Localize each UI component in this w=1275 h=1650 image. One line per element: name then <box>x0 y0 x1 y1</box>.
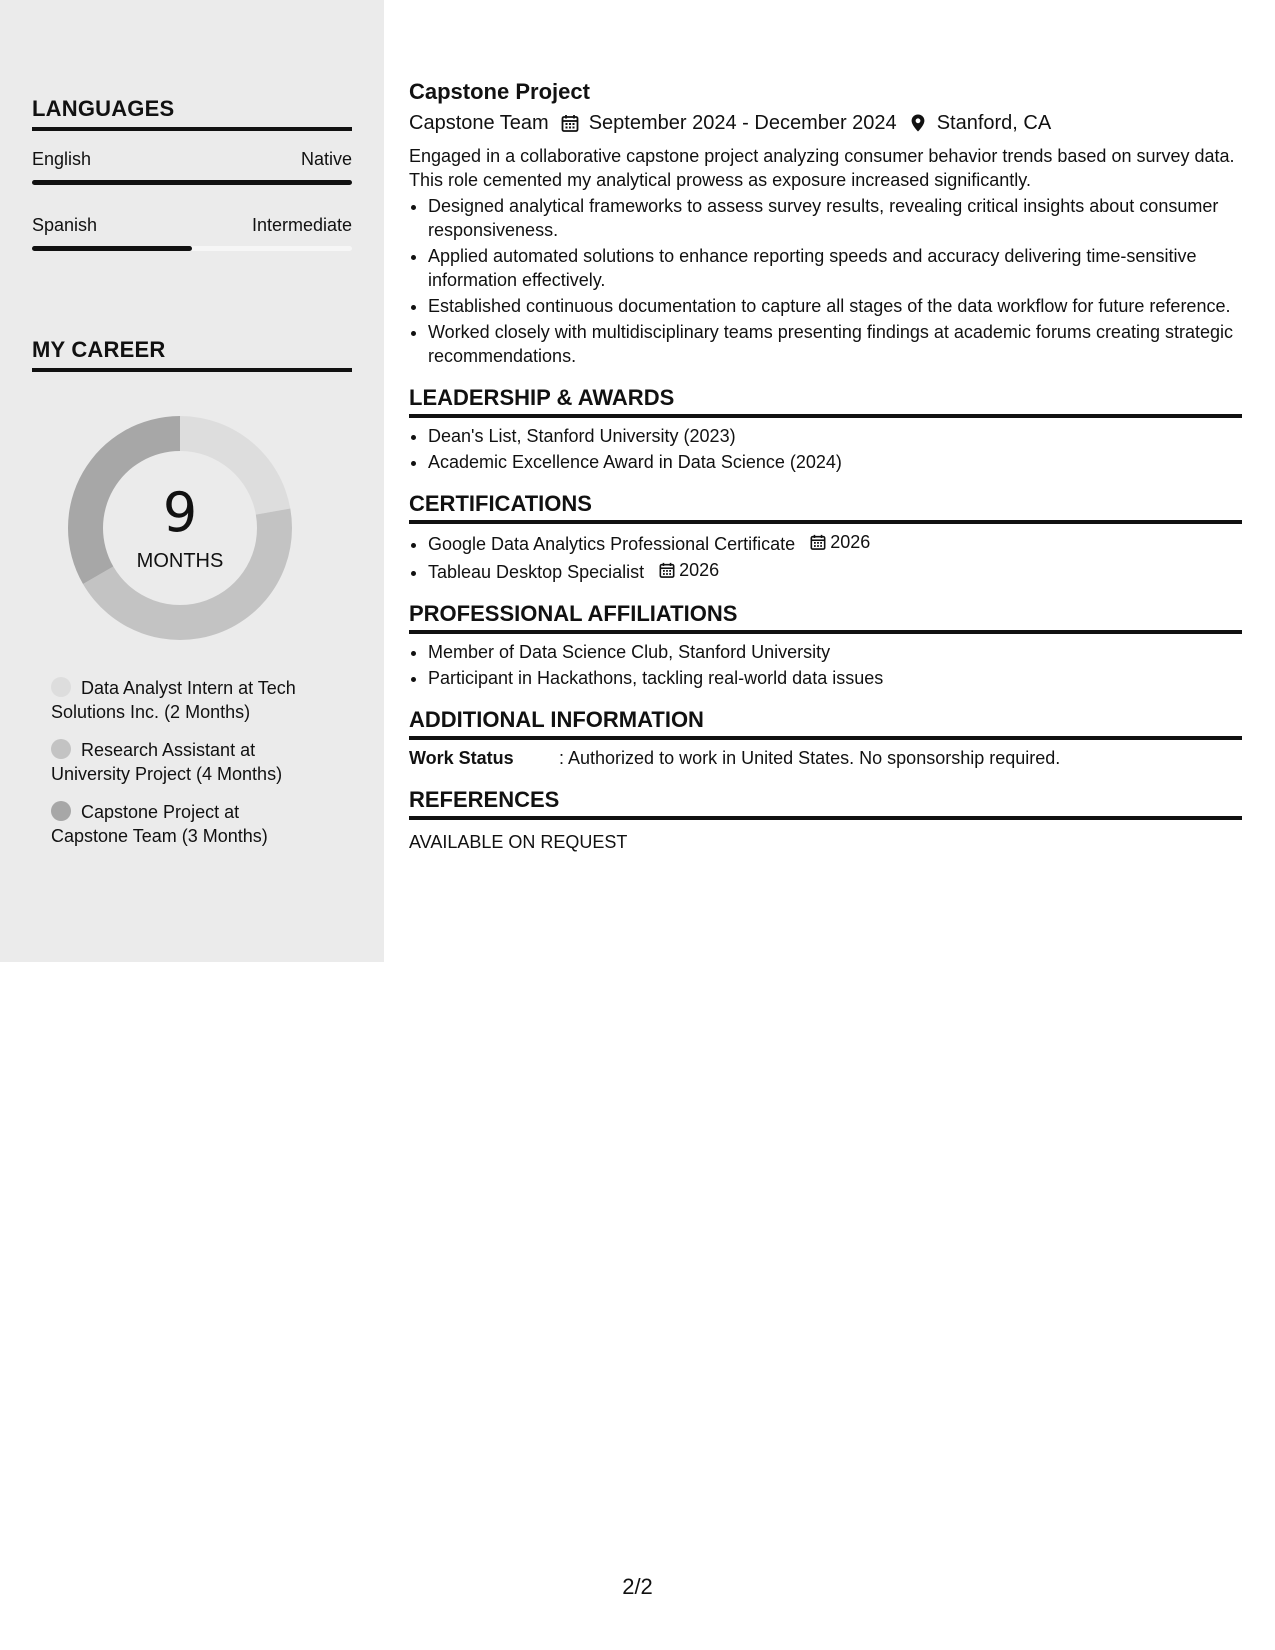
affiliations-list <box>409 640 1242 690</box>
career-legend-label: Research Assistant at University Project (4 Months) <box>51 740 283 784</box>
list-item: • Designed analytical frameworks to assess survey results, revealing critical insights about consumer responsiveness. <box>428 194 1242 242</box>
references-heading: REFERENCES <box>409 786 1242 820</box>
certification-year: 2026 <box>679 560 720 580</box>
main-content <box>409 78 1242 854</box>
work-status-label: Work Status <box>409 748 514 768</box>
additional-info-heading: ADDITIONAL INFORMATION <box>409 706 1242 740</box>
certification-name: Tableau Desktop Specialist <box>428 562 645 582</box>
affiliations-heading: PROFESSIONAL AFFILIATIONS <box>409 600 1242 634</box>
job-bullets <box>409 194 1242 368</box>
job-location: Stanford, CA <box>936 112 1052 134</box>
job-title: Capstone Project <box>409 79 590 104</box>
list-item: • Worked closely with multidisciplinary teams presenting findings at academic forums creating strategic recommendations. <box>428 320 1242 368</box>
leadership-heading: LEADERSHIP & AWARDS <box>409 384 1242 418</box>
job-meta <box>409 108 1242 138</box>
language-bar-fill <box>32 180 352 185</box>
work-status-row <box>409 746 1242 770</box>
languages-section <box>32 96 352 251</box>
language-level: Native <box>300 149 352 169</box>
list-item <box>428 558 1242 584</box>
list-item: • Member of Data Science Club, Stanford University <box>428 640 1242 664</box>
location-pin-icon <box>909 114 927 132</box>
language-name: English <box>32 149 92 169</box>
legend-dot-icon <box>51 739 71 759</box>
certifications-list <box>409 530 1242 584</box>
list-item <box>428 530 1242 556</box>
job-description: Engaged in a collaborative capstone project analyzing consumer behavior trends based on survey data. This role cemented my analytical prowess as exposure increased significantly. <box>409 146 1235 190</box>
career-heading: MY CAREER <box>32 337 352 372</box>
language-bar <box>32 180 352 185</box>
work-status-value: : Authorized to work in United States. No sponsorship required. <box>559 748 1061 768</box>
certifications-heading: CERTIFICATIONS <box>409 490 1242 524</box>
leadership-list <box>409 424 1242 474</box>
list-item: • Dean's List, Stanford University (2023) <box>428 424 1242 448</box>
sidebar <box>0 0 384 962</box>
career-legend-item <box>51 800 321 848</box>
language-name: Spanish <box>32 215 98 235</box>
career-legend-label: Data Analyst Intern at Tech Solutions Inc. (2 Months) <box>51 678 296 722</box>
career-legend-item <box>51 738 321 786</box>
career-section <box>32 337 352 372</box>
career-total-value: 9 <box>162 481 198 544</box>
career-legend-item <box>51 676 321 724</box>
legend-dot-icon <box>51 677 71 697</box>
list-item: • Participant in Hackathons, tackling real-world data issues <box>428 666 1242 690</box>
career-donut <box>66 414 294 642</box>
language-bar <box>32 246 352 251</box>
language-item <box>32 215 352 251</box>
references-text: AVAILABLE ON REQUEST <box>409 832 628 852</box>
list-item: • Academic Excellence Award in Data Science (2024) <box>428 450 1242 474</box>
calendar-icon <box>561 114 579 132</box>
certification-name: Google Data Analytics Professional Certificate <box>428 534 796 554</box>
certification-year: 2026 <box>830 532 871 552</box>
list-item: • Applied automated solutions to enhance reporting speeds and accuracy delivering time-sensitive information effectively. <box>428 244 1242 292</box>
languages-heading: LANGUAGES <box>32 96 352 131</box>
career-legend <box>51 676 321 862</box>
job-company: Capstone Team <box>409 112 549 134</box>
language-level: Intermediate <box>251 215 352 235</box>
calendar-icon <box>810 534 826 550</box>
language-item <box>32 149 352 185</box>
list-item: • Established continuous documentation to capture all stages of the data workflow for future reference. <box>428 294 1242 318</box>
page-number: 2/2 <box>622 1574 653 1599</box>
job-entry <box>409 78 1242 368</box>
language-bar-fill <box>32 246 192 251</box>
legend-dot-icon <box>51 801 71 821</box>
career-legend-label: Capstone Project at Capstone Team (3 Months) <box>51 802 268 846</box>
career-total-unit: MONTHS <box>136 550 224 572</box>
calendar-icon <box>659 562 675 578</box>
job-dates: September 2024 - December 2024 <box>588 112 897 134</box>
